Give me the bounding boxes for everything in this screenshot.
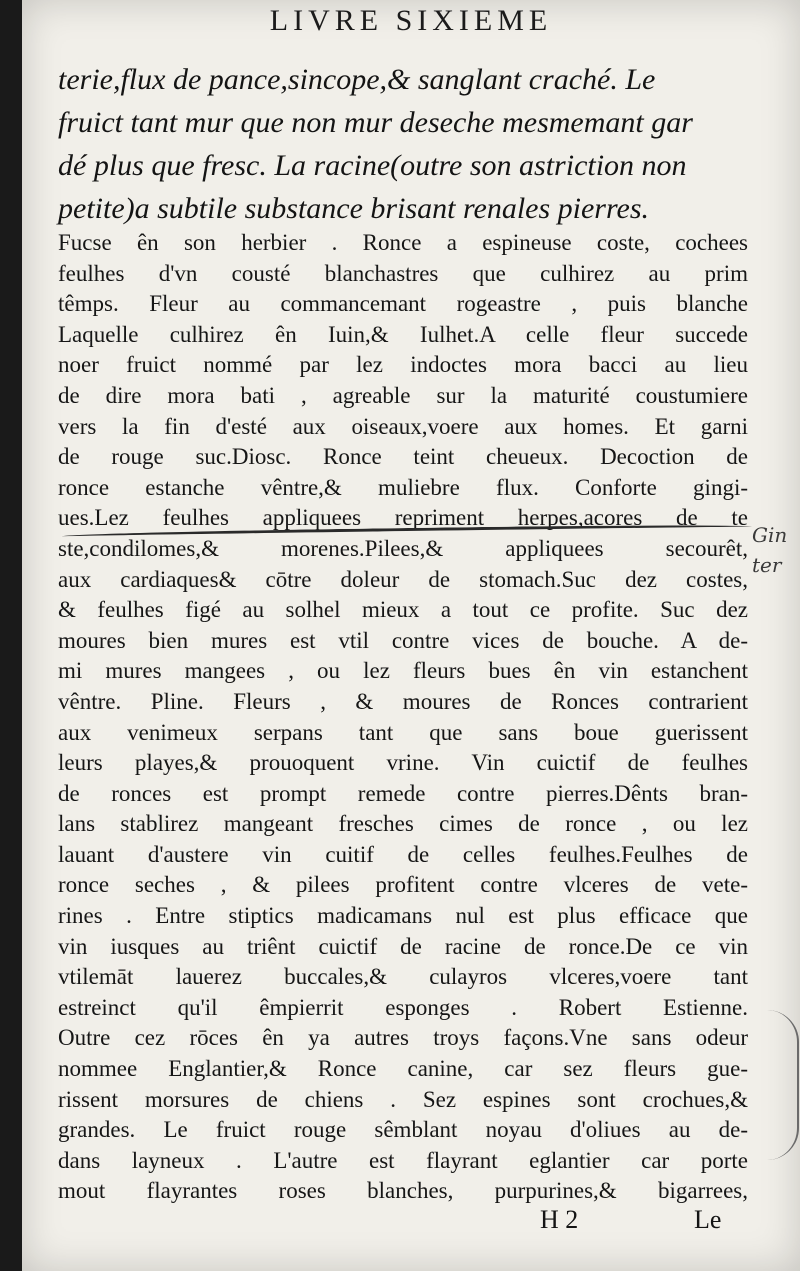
body-line: aux cardiaques& cōtre doleur de stomach.Suc dez costes, <box>58 566 748 592</box>
body-paragraph <box>58 228 748 1207</box>
body-line: ronce seches , & pilees profitent contre vlceres de vete- <box>58 872 748 898</box>
body-line: ste,condilomes,& morenes.Pilees,& appliquees secourêt, <box>58 535 748 561</box>
italic-line: dé plus que fresc. La racine(outre son astriction non <box>58 149 687 182</box>
running-title: LIVRE SIXIEME <box>269 4 553 37</box>
body-line: têmps. Fleur au commancemant rogeastre , puis blanche <box>58 291 748 317</box>
italic-line: fruict tant mur que non mur deseche mesmemant gar <box>58 106 693 139</box>
body-line: vers la fin d'esté aux oiseaux,voere aux homes. Et garni <box>58 413 748 439</box>
body-line: aux venimeux serpans tant que sans boue guerissent <box>58 719 748 745</box>
body-line: rissent morsures de chiens . Sez espines sont crochues,& <box>58 1086 748 1112</box>
body-line: mi mures mangees , ou lez fleurs bues ên vin estanchent <box>58 658 748 684</box>
body-line: vêntre. Pline. Fleurs , & moures de Ronces contrarient <box>58 688 748 714</box>
body-line: grandes. Le fruict rouge sêmblant noyau d'oliues au de- <box>58 1117 748 1143</box>
body-line: Laquelle culhirez ên Iuin,& Iulhet.A celle fleur succede <box>58 321 748 347</box>
margin-note-line: ter <box>752 553 782 577</box>
signature-mark: H 2 <box>540 1205 579 1234</box>
italic-paragraph <box>58 58 748 230</box>
body-line: moures bien mures est vtil contre vices de bouche. A de- <box>58 627 748 653</box>
margin-note-line: Gin <box>752 523 788 547</box>
body-line: dans layneux . L'autre est flayrant eglantier car porte <box>58 1147 748 1173</box>
marginal-annotation <box>752 520 800 580</box>
book-page <box>22 0 800 1271</box>
body-line: estreinct qu'il êmpierrit esponges . Robert Estienne. <box>58 994 748 1020</box>
body-line: de dire mora bati , agreable sur la maturité coustumiere <box>58 382 748 408</box>
handwritten-bracket <box>767 1010 799 1160</box>
catchword: Le <box>694 1205 722 1234</box>
body-line: nommee Englantier,& Ronce canine, car sez fleurs gue- <box>58 1056 748 1082</box>
body-line: vtilemāt lauerez buccales,& culayros vlceres,voere tant <box>58 964 748 990</box>
body-line: de rouge suc.Diosc. Ronce teint cheueux. Decoction de <box>58 444 748 470</box>
body-line: Outre cez rōces ên ya autres troys façons.Vne sans odeur <box>58 1025 748 1051</box>
body-line: feulhes d'vn cousté blanchastres que culhirez au prim <box>58 260 748 286</box>
body-line: ronce estanche vêntre,& muliebre flux. Conforte gingi- <box>58 474 748 500</box>
body-line: vin iusques au triênt cuictif de racine de ronce.De ce vin <box>58 933 748 959</box>
body-line: lans stablirez mangeant fresches cimes de ronce , ou lez <box>58 811 748 837</box>
body-line: noer fruict nommé par lez indoctes mora bacci au lieu <box>58 352 748 378</box>
body-line: lauant d'austere vin cuitif de celles feulhes.Feulhes de <box>58 841 748 867</box>
italic-line: terie,flux de pance,sincope,& sanglant craché. Le <box>58 63 656 96</box>
body-line: de ronces est prompt remede contre pierres.Dênts bran- <box>58 780 748 806</box>
body-line: ues.Lez feulhes appliquees repriment herpes,acores de te <box>58 505 748 531</box>
body-line: Fucse ên son herbier . Ronce a espineuse coste, cochees <box>58 230 748 255</box>
body-line: leurs playes,& prouoquent vrine. Vin cuictif de feulhes <box>58 750 748 776</box>
body-line: & feulhes figé au solhel mieux a tout ce profite. Suc dez <box>58 597 748 623</box>
body-line: rines . Entre stiptics madicamans nul est plus efficace que <box>58 903 748 929</box>
italic-line: petite)a subtile substance brisant renales pierres. <box>58 192 650 225</box>
body-line: mout flayrantes roses blanches, purpurines,& bigarrees, <box>58 1178 748 1204</box>
